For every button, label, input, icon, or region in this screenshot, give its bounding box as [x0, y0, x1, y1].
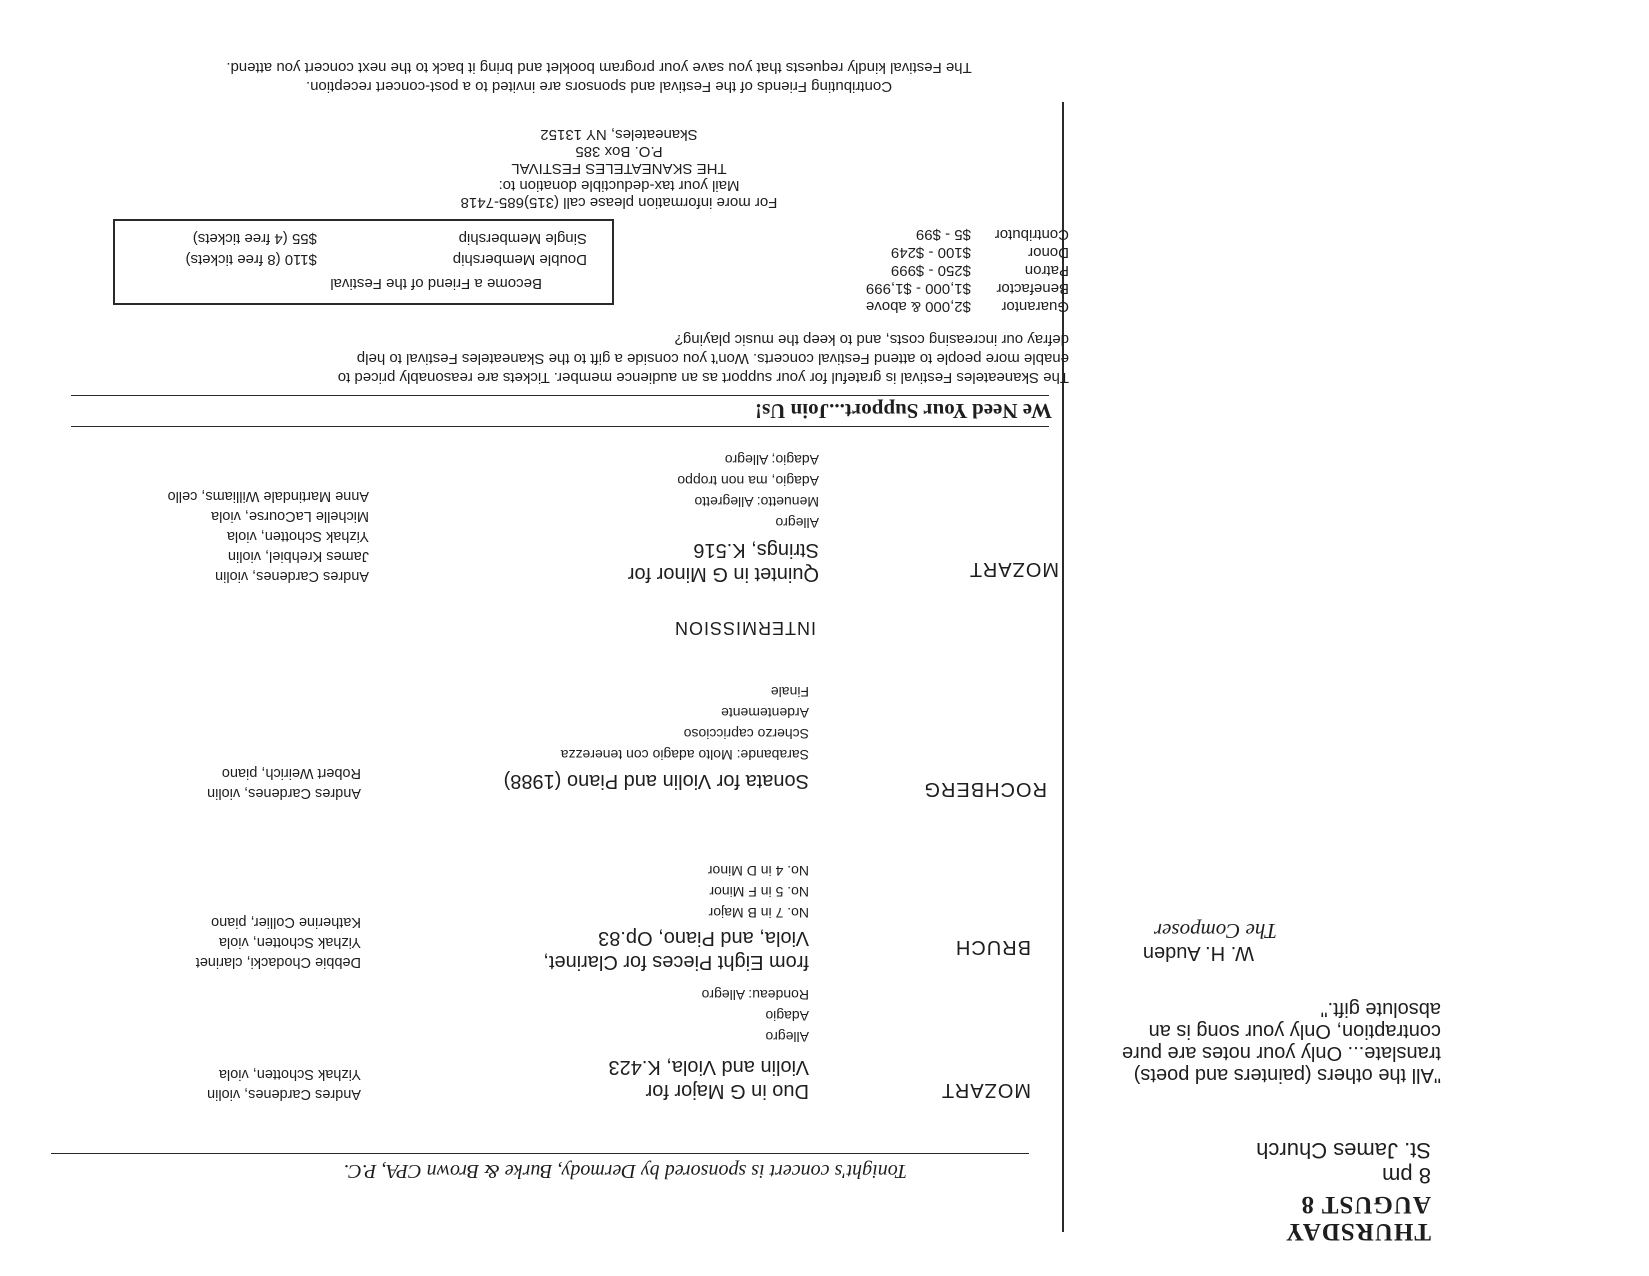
composer-mozart-2: MOZART [968, 558, 1059, 580]
work-title: Duo in G Major for Violin and Viola, K.423 [608, 1056, 809, 1102]
concert-venue: St. James Church [1256, 1138, 1431, 1163]
friends-title: Become a Friend of the Festival [330, 275, 542, 292]
friends-membership-box [113, 219, 614, 305]
donation-tiers [866, 225, 1069, 315]
quote-source: The Composer [1153, 919, 1277, 943]
membership-price: $55 (4 free tickets) [192, 230, 317, 247]
support-title-rule [71, 395, 1049, 396]
concert-day: THURSDAY [1284, 1218, 1431, 1245]
membership-price: $110 (8 free tickets) [185, 251, 317, 268]
composer-rochberg: ROCHBERG [923, 778, 1047, 800]
movement-list: Sarabande: Molto adagio con tenerezza Scherzo capriccioso Ardentemente Finale [560, 684, 809, 763]
donation-info: For more information please call (315)685-7418 Mail your tax-deductible donation to: THE SKANEATELES FESTIVAL P.O. Box 385 Skaneateles, NY 13152 [460, 126, 778, 211]
auden-quote: "All the others (painters and poets) translate... Only your notes are pure contraption, Only your song is an absolute gift." [1121, 998, 1441, 1086]
tier-row: Benefactor$1,000 - $1,999 [865, 280, 1069, 297]
performer-list: Andres Cardenes, violin Robert Weirich, piano [207, 765, 361, 801]
performer-list: Andres Cardenes, violin Yizhak Schotten, viola [207, 1066, 361, 1102]
sponsor-line: Tonight's concert is sponsored by Dermody, Burke & Brown CPA, P.C. [343, 1160, 907, 1182]
movement-list: Allegro Adagio Rondeau: Allegro [701, 987, 809, 1045]
tier-row: Contributor$5 - $99 [915, 226, 1069, 243]
footer-notes: Contributing Friends of the Festival and sponsors are invited to a post-concert reception. The Festival kindly requests that you save your program booklet and bring it back to the next concert you attend. [226, 59, 972, 95]
work-title: Quintet in G Minor for Strings, K.516 [627, 539, 819, 585]
movement-list: No. 7 in B Major No. 5 in F Minor No. 4 in D Minor [707, 863, 809, 921]
performer-list: Debbie Chodacki, clarinet Yizhak Schotten, viola Katherine Collier, piano [195, 914, 361, 970]
support-heading: We Need Your Support...Join Us! [755, 399, 1052, 423]
sponsor-rule [51, 1153, 1029, 1154]
support-body: The Skaneateles Festival is grateful for your support as an audience member. Tickets are reasonably priced to enable more people to attend Festival concerts. Won't you conside a gift to the Skaneateles Festival to help defray our increasing costs, and to keep the music playing? [337, 331, 1069, 386]
intermission-label: INTERMISSION [673, 618, 816, 638]
composer-bruch: BRUCH [954, 936, 1031, 958]
concert-time: 8 pm [1382, 1163, 1431, 1188]
tier-row: Donor$100 - $249 [890, 244, 1069, 261]
work-title: from Eight Pieces for Clarinet, Viola, and Piano, Op.83 [543, 927, 809, 973]
membership-label: Double Membership [452, 251, 587, 268]
performer-list: Andres Cardenes, violin James Krehbiel, violin Yizhak Schotten, viola Michelle LaCourse, viola Anne Martindale Williams, cello [167, 488, 369, 584]
membership-label: Single Membership [458, 230, 587, 247]
movement-list: Allegro Menuetto: Allegretto Adagio, ma non troppo Adagio; Allegro [677, 452, 819, 531]
tier-row: Guarantor$2,000 & above [865, 298, 1069, 315]
composer-mozart-1: MOZART [940, 1079, 1031, 1101]
quote-author: W. H. Auden [1142, 942, 1254, 964]
support-rule [71, 426, 1049, 427]
concert-date: AUGUST 8 [1300, 1191, 1431, 1218]
work-title: Sonata for Violin and Piano (1988) [503, 770, 809, 792]
tier-row: Patron$250 - $999 [890, 262, 1069, 279]
